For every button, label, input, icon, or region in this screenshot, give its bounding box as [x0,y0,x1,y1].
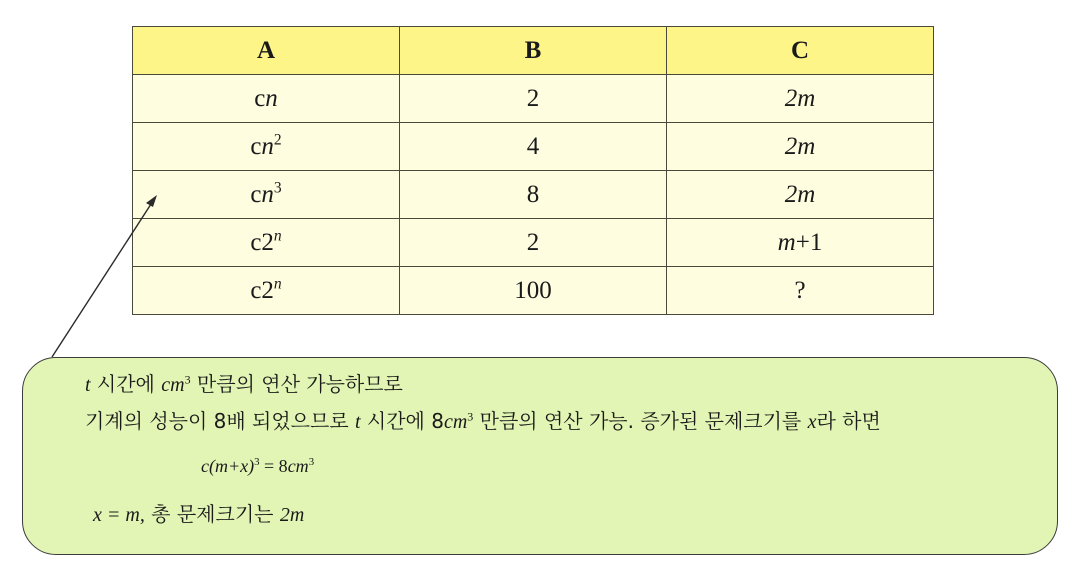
text: 시간에 [90,372,162,396]
table-header-row [133,27,934,75]
cell-c-rest: +1 [795,228,823,256]
table-row [133,171,934,219]
text: 시간에 8 [360,409,444,433]
cell-c [667,267,934,315]
cell-a-exponent: n [273,275,282,293]
solution-expr: x = m, [93,504,145,526]
cell-b: 2 [400,219,667,267]
header-a: A [133,27,400,75]
cell-c [667,171,934,219]
var-t: t [85,374,91,396]
header-c: C [667,27,934,75]
cell-a-exponent: n [273,227,282,245]
cell-c-expr: 2m [784,180,816,208]
exponent: 3 [254,456,260,468]
var-x: x [807,411,817,433]
cell-b: 4 [400,123,667,171]
text: 총 문제크기는 [144,502,280,526]
cell-c [667,75,934,123]
cell-a-base: c2 [250,228,274,256]
cell-a [133,75,400,123]
note-line-1 [85,368,403,397]
cell-a [133,219,400,267]
cell-c-expr: 2m [784,84,816,112]
equation-rhs: cm [287,456,309,476]
cell-b: 8 [400,171,667,219]
table-row [133,123,934,171]
cell-a-base: c [250,180,262,208]
explanation-box [22,357,1058,555]
var-t: t [355,411,361,433]
cell-c-expr: m [777,228,796,256]
expr-cm: cm [161,374,185,396]
exponent: 3 [184,372,191,387]
text: 만큼의 연산 가능하므로 [190,372,403,396]
equation-equals: = 8 [259,456,288,476]
complexity-table [132,26,934,315]
cell-b: 2 [400,75,667,123]
table-row [133,267,934,315]
cell-a-exponent: 3 [273,179,282,197]
text: 만큼의 연산 가능. 증가된 문제크기를 [473,409,808,433]
table-body [133,75,934,315]
cell-c-expr: 2m [784,132,816,160]
cell-a-base: c [254,84,266,112]
cell-b: 100 [400,267,667,315]
exponent: 3 [467,409,474,424]
table-row [133,219,934,267]
solution-result: 2m [279,504,305,526]
note-line-4 [93,498,304,527]
table-row [133,75,934,123]
exponent: 3 [308,456,315,468]
header-b: B [400,27,667,75]
cell-a-base: c [250,132,262,160]
note-line-2 [85,405,881,434]
cell-a-base: c2 [250,276,274,304]
expr-cm: cm [443,411,468,433]
cell-a [133,123,400,171]
equation-lhs: c(m+x) [201,456,255,476]
cell-c-rest: ? [794,276,806,304]
cell-a [133,267,400,315]
text: 라 하면 [816,409,881,433]
cell-a-var: n [265,84,278,112]
text: 기계의 성능이 8배 되었으므로 [85,409,355,433]
cell-a-var: n [261,132,274,160]
cell-c [667,219,934,267]
cell-a [133,171,400,219]
cell-c [667,123,934,171]
cell-a-var: n [261,180,274,208]
cell-a-exponent: 2 [273,131,282,149]
equation-line [201,456,314,477]
